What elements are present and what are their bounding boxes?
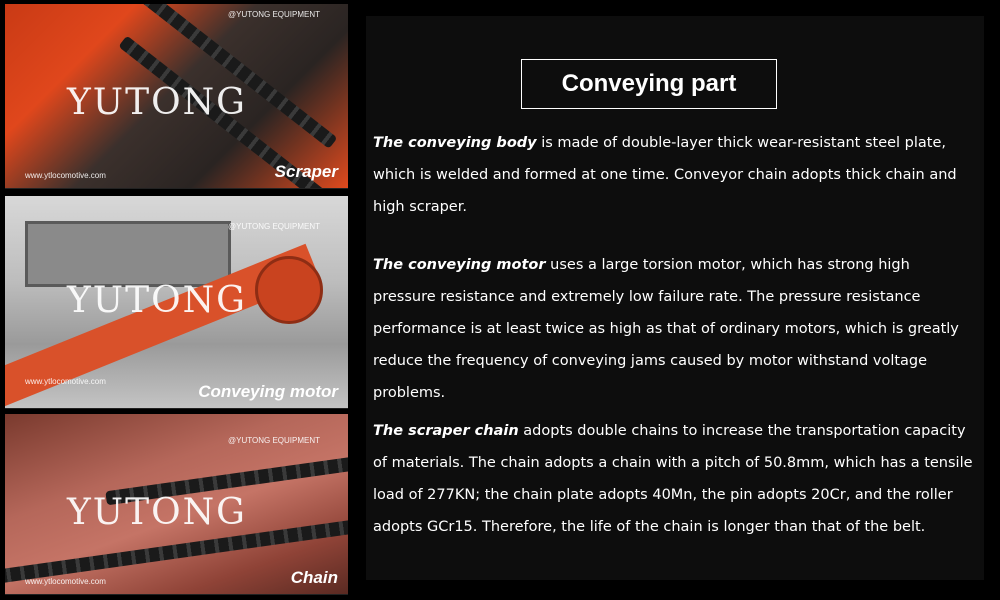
scraper-photo — [5, 4, 348, 189]
window-graphic — [25, 221, 231, 287]
chain-photo — [5, 414, 348, 595]
brand-watermark: YUTONG — [67, 492, 247, 533]
motor-graphic — [255, 256, 323, 324]
equipment-tag: @YUTONG EQUIPMENT — [228, 436, 320, 445]
equipment-tag: @YUTONG EQUIPMENT — [228, 10, 320, 19]
conveying-motor-photo — [5, 196, 348, 409]
site-tag: www.ytlocomotive.com — [25, 377, 106, 386]
photo-caption: Conveying motor — [198, 382, 338, 401]
paragraph-lead: The conveying motor — [373, 257, 546, 273]
conveying-part-panel — [366, 16, 984, 580]
photo-caption: Chain — [290, 568, 338, 587]
paragraph-body: adopts double chains to increase the transportation capacity of materials. The chain adopts a chain with a pitch of 50.8mm, which has a tensile load of 277KN; the chain plate adopts 40Mn, the pin adopts 20Cr, and the roller adopts GCr15. Therefore, the life of the chain is longer than that of the belt. — [373, 423, 973, 535]
section-heading-box — [521, 59, 777, 109]
paragraph-conveying-motor — [373, 249, 977, 409]
paragraph-scraper-chain — [373, 415, 977, 543]
paragraph-body: is made of double-layer thick wear-resistant steel plate, which is welded and formed at one time. Conveyor chain adopts thick chain and high scraper. — [373, 135, 957, 215]
brand-watermark: YUTONG — [67, 82, 247, 123]
paragraph-lead: The scraper chain — [373, 423, 519, 439]
paragraph-lead: The conveying body — [373, 135, 537, 151]
section-title: Conveying part — [561, 70, 737, 97]
site-tag: www.ytlocomotive.com — [25, 577, 106, 586]
paragraph-conveying-body — [373, 127, 977, 223]
equipment-tag: @YUTONG EQUIPMENT — [228, 222, 320, 231]
paragraph-body: uses a large torsion motor, which has strong high pressure resistance and extremely low failure rate. The pressure resistance performance is at least twice as high as that of ordinary motors, which is greatly reduce the frequency of conveying jams caused by motor withstand voltage problems. — [373, 257, 959, 401]
chain-graphic — [92, 4, 337, 149]
brand-watermark: YUTONG — [67, 280, 247, 321]
photo-caption: Scraper — [274, 162, 338, 181]
site-tag: www.ytlocomotive.com — [25, 171, 106, 180]
